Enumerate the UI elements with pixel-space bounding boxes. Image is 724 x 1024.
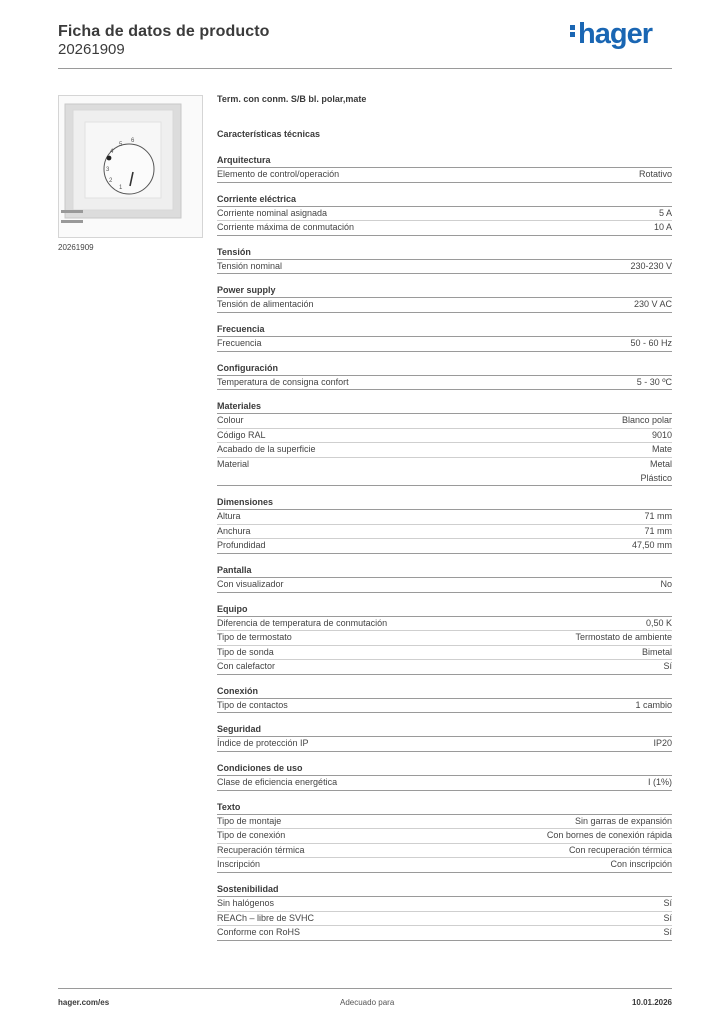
spec-label: Material xyxy=(217,458,250,469)
spec-row xyxy=(217,525,672,540)
section-title: Power supply xyxy=(217,283,672,298)
section-title: Corriente eléctrica xyxy=(217,192,672,207)
spec-value: Mate xyxy=(651,444,672,455)
spec-section xyxy=(217,283,672,313)
spec-label: Inscripción xyxy=(217,859,261,870)
spec-row xyxy=(217,458,672,486)
spec-row xyxy=(217,776,672,791)
product-image xyxy=(58,95,203,238)
spec-section xyxy=(217,722,672,752)
spec-row xyxy=(217,578,672,593)
spec-label: Tipo de contactos xyxy=(217,699,288,710)
spec-row xyxy=(217,414,672,429)
section-title: Materiales xyxy=(217,399,672,414)
spec-row xyxy=(217,207,672,222)
section-title: Conexión xyxy=(217,684,672,699)
spec-row xyxy=(217,844,672,859)
section-title: Pantalla xyxy=(217,563,672,578)
spec-row xyxy=(217,298,672,313)
spec-label: Acabado de la superficie xyxy=(217,444,316,455)
section-title: Frecuencia xyxy=(217,322,672,337)
product-name: Term. con conm. S/B bl. polar,mate xyxy=(217,94,367,104)
document-title: Ficha de datos de producto xyxy=(58,23,270,40)
spec-value: IP20 xyxy=(653,738,672,749)
spec-value: Termostato de ambiente xyxy=(575,632,672,643)
spec-value: Metal Plástico xyxy=(640,458,672,483)
spec-value: 0,50 K xyxy=(645,617,672,628)
spec-label: Recuperación térmica xyxy=(217,844,305,855)
spec-row xyxy=(217,858,672,873)
spec-value: Bimetal xyxy=(641,646,672,657)
spec-label: Corriente máxima de conmutación xyxy=(217,222,355,233)
spec-row xyxy=(217,631,672,646)
spec-section xyxy=(217,399,672,486)
spec-label: Clase de eficiencia energética xyxy=(217,777,338,788)
dial-label-4: 4 xyxy=(110,149,114,155)
spec-sections xyxy=(217,153,672,941)
spec-label: Colour xyxy=(217,415,244,426)
section-title: Equipo xyxy=(217,602,672,617)
spec-label: Corriente nominal asignada xyxy=(217,207,328,218)
spec-section xyxy=(217,602,672,675)
spec-row xyxy=(217,912,672,927)
spec-row xyxy=(217,221,672,236)
spec-row xyxy=(217,510,672,525)
spec-section xyxy=(217,761,672,791)
spec-value: Sí xyxy=(663,912,672,923)
spec-section xyxy=(217,563,672,593)
spec-label: Tipo de montaje xyxy=(217,815,282,826)
spec-section xyxy=(217,192,672,236)
thermostat-illustration xyxy=(59,96,202,237)
spec-row xyxy=(217,429,672,444)
spec-label: Tipo de termostato xyxy=(217,632,292,643)
spec-value: 5 - 30 ºC xyxy=(636,376,672,387)
footer-website[interactable]: hager.com/es xyxy=(58,998,110,1007)
spec-value: Sí xyxy=(663,661,672,672)
spec-label: Anchura xyxy=(217,525,251,536)
spec-label: Tensión de alimentación xyxy=(217,299,314,310)
footer-divider xyxy=(58,988,672,989)
technical-characteristics-title: Características técnicas xyxy=(217,129,321,139)
dial-label-1: 1 xyxy=(119,185,123,191)
spec-value: 50 - 60 Hz xyxy=(630,337,672,348)
spec-value: Rotativo xyxy=(638,169,672,179)
spec-row xyxy=(217,897,672,912)
spec-label: Índice de protección IP xyxy=(217,738,309,749)
spec-value: I (1%) xyxy=(647,777,672,788)
spec-section xyxy=(217,245,672,275)
spec-section xyxy=(217,322,672,352)
spec-label: Temperatura de consigna confort xyxy=(217,376,349,387)
spec-row xyxy=(217,168,672,183)
spec-row xyxy=(217,376,672,391)
spec-content xyxy=(217,94,672,941)
spec-row xyxy=(217,617,672,632)
spec-row xyxy=(217,815,672,830)
spec-value: 71 mm xyxy=(644,525,672,536)
spec-label: REACh – libre de SVHC xyxy=(217,912,315,923)
spec-label: Con visualizador xyxy=(217,578,284,589)
spec-label: Conforme con RoHS xyxy=(217,927,301,938)
spec-row xyxy=(217,443,672,458)
spec-value: Blanco polar xyxy=(621,415,672,426)
spec-row xyxy=(217,926,672,941)
dial-label-3: 3 xyxy=(106,167,110,173)
spec-value: Con inscripción xyxy=(610,859,672,870)
spec-value: 47,50 mm xyxy=(631,540,672,551)
spec-row xyxy=(217,260,672,275)
spec-row xyxy=(217,539,672,554)
spec-label: Frecuencia xyxy=(217,337,262,348)
section-title: Configuración xyxy=(217,361,672,376)
spec-value: 230 V AC xyxy=(633,299,672,310)
spec-value: No xyxy=(660,578,672,589)
spec-value: Sí xyxy=(663,927,672,938)
footer-suitable-for: Adecuado para xyxy=(340,998,395,1007)
spec-label: Elemento de control/operación xyxy=(217,169,340,179)
spec-value: 230-230 V xyxy=(630,260,672,271)
spec-value: 1 cambio xyxy=(635,699,672,710)
spec-row xyxy=(217,737,672,752)
spec-value: Sin garras de expansión xyxy=(574,815,672,826)
spec-value: Con recuperación térmica xyxy=(568,844,672,855)
spec-label: Sin halógenos xyxy=(217,898,275,909)
spec-value: 9010 xyxy=(651,429,672,440)
spec-section xyxy=(217,800,672,873)
dial-label-6: 6 xyxy=(131,138,135,144)
section-title: Dimensiones xyxy=(217,495,672,510)
spec-label: Con calefactor xyxy=(217,661,276,672)
spec-value: Con bornes de conexión rápida xyxy=(546,830,672,841)
footer-date: 10.01.2026 xyxy=(631,998,672,1007)
spec-label: Tipo de sonda xyxy=(217,646,274,657)
section-title: Texto xyxy=(217,800,672,815)
spec-label: Tipo de conexión xyxy=(217,830,286,841)
page-header xyxy=(58,20,672,70)
spec-value: 10 A xyxy=(653,222,672,233)
section-title: Arquitectura xyxy=(217,153,672,168)
spec-section xyxy=(217,684,672,714)
spec-row xyxy=(217,660,672,675)
logo-text: hager xyxy=(578,18,652,50)
spec-section xyxy=(217,361,672,391)
spec-value: 5 A xyxy=(658,207,672,218)
product-code: 20261909 xyxy=(58,41,125,58)
spec-label: Altura xyxy=(217,511,241,522)
logo-dots-icon xyxy=(570,23,576,39)
image-caption: 20261909 xyxy=(58,243,94,252)
section-title: Tensión xyxy=(217,245,672,260)
spec-row xyxy=(217,646,672,661)
spec-section xyxy=(217,153,672,183)
section-title: Seguridad xyxy=(217,722,672,737)
spec-row xyxy=(217,699,672,714)
hager-logo[interactable] xyxy=(570,18,652,51)
spec-label: Diferencia de temperatura de conmutación xyxy=(217,617,388,628)
spec-section xyxy=(217,495,672,554)
header-divider xyxy=(58,68,672,69)
spec-value: Sí xyxy=(663,898,672,909)
section-title: Sostenibilidad xyxy=(217,882,672,897)
spec-row xyxy=(217,829,672,844)
dial-label-5: 5 xyxy=(119,142,123,148)
section-title: Condiciones de uso xyxy=(217,761,672,776)
spec-section xyxy=(217,882,672,941)
spec-label: Código RAL xyxy=(217,429,266,440)
spec-label: Tensión nominal xyxy=(217,260,283,271)
spec-label: Profundidad xyxy=(217,540,266,551)
spec-row xyxy=(217,337,672,352)
dial-label-2: 2 xyxy=(109,178,113,184)
spec-value: 71 mm xyxy=(644,511,672,522)
